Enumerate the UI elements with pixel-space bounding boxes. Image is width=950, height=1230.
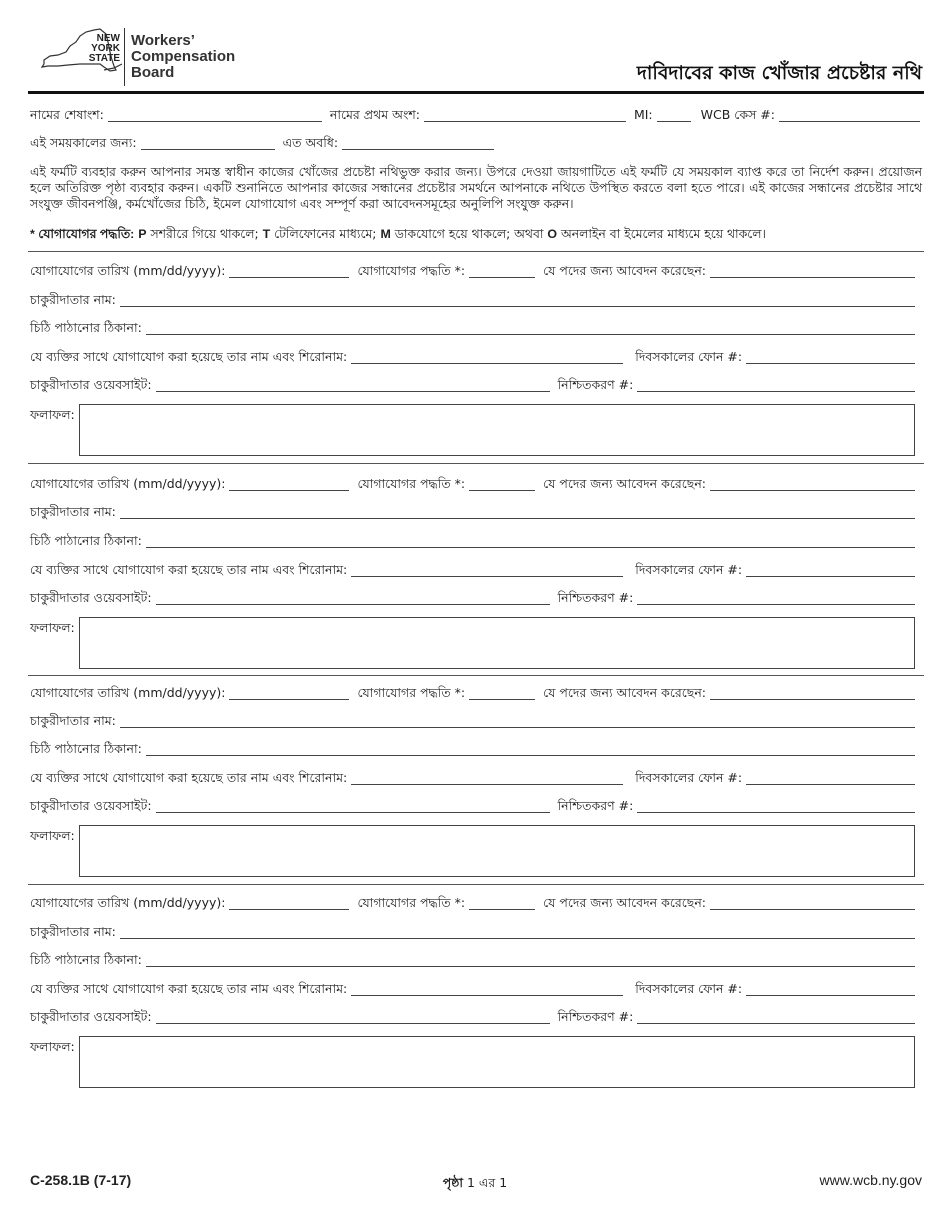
- contact-date-field[interactable]: [229, 265, 349, 278]
- last-name-field[interactable]: [108, 109, 322, 122]
- employer-website-label: চাকুরীদাতার ওয়েবসাইট:: [30, 1009, 152, 1024]
- contact-date-label: যোগাযোগের তারিখ (mm/dd/yyyy):: [30, 476, 226, 491]
- contact-person-field[interactable]: [351, 983, 623, 996]
- contact-row-1: [30, 477, 915, 491]
- page-word: পৃষ্ঠা: [442, 1175, 463, 1190]
- employer-name-field[interactable]: [120, 715, 915, 728]
- method-p-text: সশরীরে গিয়ে থাকলে;: [150, 226, 259, 241]
- contact-date-field[interactable]: [229, 478, 349, 491]
- form-id: C-258.1B (7-17): [30, 1172, 132, 1188]
- mailing-address-label: চিঠি পাঠানোর ঠিকানা:: [30, 533, 142, 548]
- contact-person-label: যে ব্যক্তির সাথে যোগাযোগ করা হয়েছে তার নাম এবং শিরোনাম:: [30, 981, 348, 996]
- day-phone-label: দিবসকালের ফোন #:: [635, 981, 743, 996]
- contact-date-field[interactable]: [229, 897, 349, 910]
- confirmation-label: নিশ্চিতকরণ #:: [557, 377, 634, 392]
- form-title: দাবিদাবের কাজ খোঁজার প্রচেষ্টার নথি: [636, 62, 922, 84]
- confirmation-label: নিশ্চিতকরণ #:: [557, 590, 634, 605]
- section-separator: [28, 884, 924, 885]
- day-phone-label: দিবসকালের ফোন #:: [635, 562, 743, 577]
- position-label: যে পদের জন্য আবেদন করেছেন:: [543, 476, 707, 491]
- position-field[interactable]: [710, 687, 915, 700]
- employer-name-label: চাকুরীদাতার নাম:: [30, 292, 116, 307]
- logo-state-text: NEW YORK STATE: [88, 33, 120, 64]
- contact-date-label: যোগাযোগের তারিখ (mm/dd/yyyy):: [30, 895, 226, 910]
- mailing-address-label: চিঠি পাঠানোর ঠিকানা:: [30, 952, 142, 967]
- last-name-label: নামের শেষাংশ:: [30, 107, 104, 122]
- page-total: 1: [499, 1175, 508, 1190]
- result-label: ফলাফল:: [30, 620, 75, 635]
- contact-row-1: [30, 896, 915, 910]
- mailing-address-label: চিঠি পাঠানোর ঠিকানা:: [30, 741, 142, 756]
- employer-website-field[interactable]: [156, 379, 550, 392]
- day-phone-field[interactable]: [746, 772, 915, 785]
- logo-divider: [124, 28, 125, 86]
- period-row: [30, 136, 502, 150]
- website-row: [30, 591, 915, 605]
- methods-heading: * যোগাযোগর পদ্ধতি:: [30, 227, 135, 241]
- employer-website-label: চাকুরীদাতার ওয়েবসাইট:: [30, 377, 152, 392]
- through-label: এত অবধি:: [282, 135, 339, 150]
- employer-website-field[interactable]: [156, 1011, 550, 1024]
- contact-date-field[interactable]: [229, 687, 349, 700]
- website-row: [30, 1010, 915, 1024]
- employer-name-field[interactable]: [120, 926, 915, 939]
- contact-method-field[interactable]: [469, 265, 535, 278]
- page-number: [0, 1175, 950, 1195]
- contact-person-label: যে ব্যক্তির সাথে যোগাযোগ করা হয়েছে তার নাম এবং শিরোনাম:: [30, 770, 348, 785]
- claimant-name-row: [30, 108, 920, 122]
- result-field[interactable]: [79, 825, 915, 877]
- result-field[interactable]: [79, 617, 915, 669]
- contact-method-field[interactable]: [469, 897, 535, 910]
- day-phone-field[interactable]: [746, 564, 915, 577]
- employer-name-label: চাকুরীদাতার নাম:: [30, 713, 116, 728]
- confirmation-field[interactable]: [637, 1011, 915, 1024]
- employer-website-label: চাকুরীদাতার ওয়েবসাইট:: [30, 590, 152, 605]
- wcb-case-label: WCB কেস #:: [700, 107, 775, 122]
- person-row: [30, 982, 915, 996]
- contact-person-label: যে ব্যক্তির সাথে যোগাযোগ করা হয়েছে তার নাম এবং শিরোনাম:: [30, 349, 348, 364]
- contact-date-label: যোগাযোগের তারিখ (mm/dd/yyyy):: [30, 685, 226, 700]
- employer-website-field[interactable]: [156, 592, 550, 605]
- employer-name-label: চাকুরীদাতার নাম:: [30, 504, 116, 519]
- contact-person-field[interactable]: [351, 351, 623, 364]
- day-phone-label: দিবসকালের ফোন #:: [635, 349, 743, 364]
- confirmation-field[interactable]: [637, 379, 915, 392]
- wcb-logo: [40, 26, 280, 88]
- first-name-field[interactable]: [424, 109, 626, 122]
- method-m-text: ডাকযোগে হয়ে থাকলে; অথবা: [394, 226, 544, 241]
- period-start-field[interactable]: [141, 137, 275, 150]
- position-field[interactable]: [710, 897, 915, 910]
- contact-method-field[interactable]: [469, 478, 535, 491]
- confirmation-label: নিশ্চিতকরণ #:: [557, 1009, 634, 1024]
- result-field[interactable]: [79, 1036, 915, 1088]
- address-row: [30, 953, 915, 967]
- day-phone-label: দিবসকালের ফোন #:: [635, 770, 743, 785]
- header-rule: [28, 91, 924, 94]
- employer-name-label: চাকুরীদাতার নাম:: [30, 924, 116, 939]
- position-label: যে পদের জন্য আবেদন করেছেন:: [543, 263, 707, 278]
- employer-row: [30, 714, 915, 728]
- employer-name-field[interactable]: [120, 506, 915, 519]
- method-o-code: O: [547, 227, 558, 241]
- address-row: [30, 321, 915, 335]
- employer-website-label: চাকুরীদাতার ওয়েবসাইট:: [30, 798, 152, 813]
- logo-board-text: Workers’ Compensation Board: [131, 32, 236, 81]
- website-row: [30, 799, 915, 813]
- result-label: ফলাফল:: [30, 828, 75, 843]
- section-separator: [28, 251, 924, 252]
- mailing-address-field[interactable]: [146, 535, 915, 548]
- contact-person-field[interactable]: [351, 772, 623, 785]
- mi-label: MI:: [633, 107, 653, 122]
- method-t-code: T: [262, 227, 271, 241]
- result-label: ফলাফল:: [30, 1039, 75, 1054]
- website-link[interactable]: www.wcb.ny.gov: [819, 1172, 922, 1188]
- mi-field[interactable]: [657, 109, 691, 122]
- position-label: যে পদের জন্য আবেদন করেছেন:: [543, 685, 707, 700]
- contact-person-field[interactable]: [351, 564, 623, 577]
- mailing-address-field[interactable]: [146, 954, 915, 967]
- first-name-label: নামের প্রথম অংশ:: [329, 107, 420, 122]
- mailing-address-field[interactable]: [146, 322, 915, 335]
- method-o-text: অনলাইন বা ইমেলের মাধ্যমে হয়ে থাকলে।: [560, 226, 766, 241]
- person-row: [30, 563, 915, 577]
- person-row: [30, 350, 915, 364]
- result-label: ফলাফল:: [30, 407, 75, 422]
- mailing-address-label: চিঠি পাঠানোর ঠিকানা:: [30, 320, 142, 335]
- employer-name-field[interactable]: [120, 294, 915, 307]
- day-phone-field[interactable]: [746, 351, 915, 364]
- page-num: 1: [466, 1175, 475, 1190]
- section-separator: [28, 463, 924, 464]
- method-p-code: P: [138, 227, 147, 241]
- position-field[interactable]: [710, 265, 915, 278]
- period-end-field[interactable]: [342, 137, 494, 150]
- contact-method-field[interactable]: [469, 687, 535, 700]
- method-m-code: M: [380, 227, 391, 241]
- wcb-case-field[interactable]: [779, 109, 920, 122]
- person-row: [30, 771, 915, 785]
- website-row: [30, 378, 915, 392]
- method-t-text: টেলিফোনের মাধ্যমে;: [274, 226, 377, 241]
- day-phone-field[interactable]: [746, 983, 915, 996]
- address-row: [30, 742, 915, 756]
- confirmation-label: নিশ্চিতকরণ #:: [557, 798, 634, 813]
- instructions-text: এই ফর্মটি ব্যবহার করুন আপনার সমস্ত স্বাধীন কাজের খোঁজের প্রচেষ্টা নথিভুক্ত করার জন্য। উপরে দেওয়া জায়গাটিতে এই ফর্মটি যে সময়কাল ব্যাপ্ত করে তা নির্দেশ করুন। প্রয়োজন হলে অতিরিক্ত পৃষ্ঠা ব্যবহার করুন। একটি শুনানিতে আপনার কাজের সন্ধানের প্রচেষ্টার সমর্থনে আপনাকে নথিতে উপস্থিত করতে বলা হতে পারে। এই কাজের সন্ধানের প্রচেষ্টার সাথে সংযুক্ত জীবনপঞ্জি, কর্মখোঁজের চিঠি, ইমেল যোগাযোগ এবং সম্পূর্ণ করা আবেদনসমূহের অনুলিপি সংযুক্ত করুন।: [30, 164, 922, 211]
- position-field[interactable]: [710, 478, 915, 491]
- employer-row: [30, 505, 915, 519]
- confirmation-field[interactable]: [637, 800, 915, 813]
- contact-methods-legend: [30, 226, 922, 242]
- contact-method-label: যোগাযোগর পদ্ধতি *:: [357, 476, 466, 491]
- contact-row-1: [30, 686, 915, 700]
- confirmation-field[interactable]: [637, 592, 915, 605]
- employer-row: [30, 925, 915, 939]
- contact-person-label: যে ব্যক্তির সাথে যোগাযোগ করা হয়েছে তার নাম এবং শিরোনাম:: [30, 562, 348, 577]
- contact-row-1: [30, 264, 915, 278]
- period-label: এই সময়কালের জন্য:: [30, 135, 137, 150]
- employer-row: [30, 293, 915, 307]
- address-row: [30, 534, 915, 548]
- result-field[interactable]: [79, 404, 915, 456]
- mailing-address-field[interactable]: [146, 743, 915, 756]
- section-separator: [28, 675, 924, 676]
- contact-date-label: যোগাযোগের তারিখ (mm/dd/yyyy):: [30, 263, 226, 278]
- page-of: এর: [478, 1175, 496, 1190]
- employer-website-field[interactable]: [156, 800, 550, 813]
- contact-method-label: যোগাযোগর পদ্ধতি *:: [357, 685, 466, 700]
- contact-method-label: যোগাযোগর পদ্ধতি *:: [357, 895, 466, 910]
- contact-method-label: যোগাযোগর পদ্ধতি *:: [357, 263, 466, 278]
- position-label: যে পদের জন্য আবেদন করেছেন:: [543, 895, 707, 910]
